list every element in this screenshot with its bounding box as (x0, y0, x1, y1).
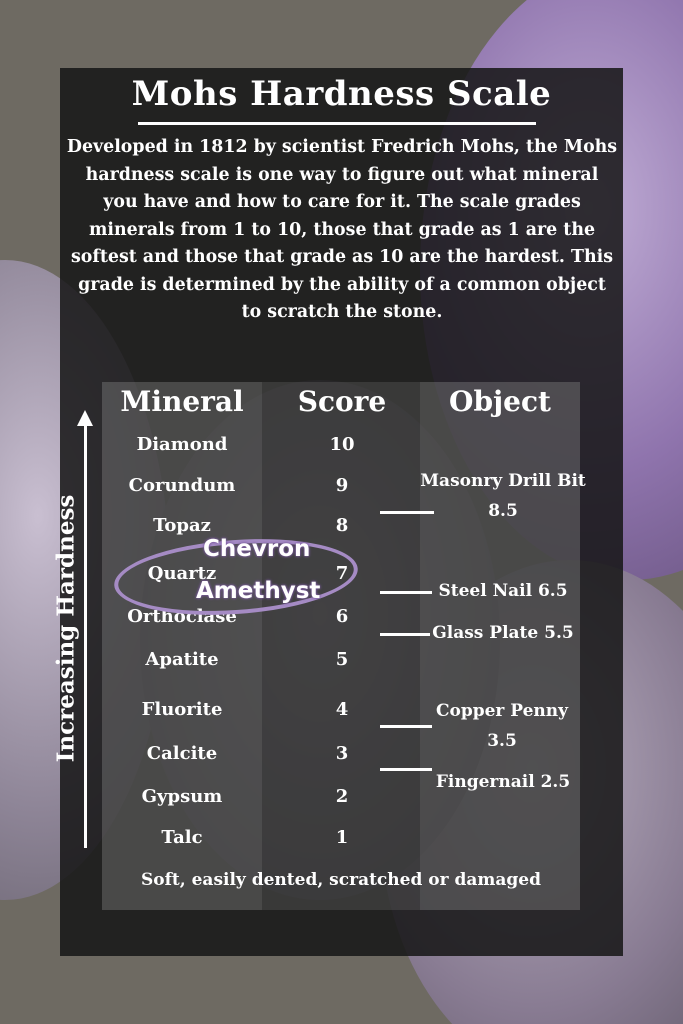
title-underline (138, 122, 536, 125)
mineral-score: 9 (335, 475, 349, 496)
object-label: Glass Plate 5.5 (432, 623, 574, 643)
header-object: Object (449, 385, 551, 418)
tick-mark (380, 511, 434, 514)
mineral-name: Corundum (128, 475, 236, 496)
header-mineral: Mineral (120, 385, 244, 418)
mineral-name: Topaz (153, 515, 211, 536)
mineral-score: 8 (335, 515, 349, 536)
tick-mark (380, 633, 430, 636)
object-label: Masonry Drill Bit 8.5 (420, 471, 586, 521)
mineral-score: 2 (335, 786, 349, 807)
mineral-name: Fluorite (141, 699, 223, 720)
mineral-score: 4 (335, 699, 349, 720)
mineral-name: Quartz (147, 563, 217, 584)
highlight-line-1: Chevron (203, 536, 311, 562)
tick-mark (380, 725, 432, 728)
mineral-score: 1 (335, 827, 349, 848)
page-title: Mohs Hardness Scale (131, 74, 552, 114)
mineral-score: 5 (335, 649, 349, 670)
axis-label: Increasing Hardness (52, 494, 80, 763)
object-label: Copper Penny 3.5 (435, 701, 569, 751)
mineral-name: Calcite (146, 743, 218, 764)
mineral-score: 7 (335, 563, 349, 584)
mineral-score: 10 (329, 434, 355, 455)
intro-paragraph: Developed in 1812 by scientist Fredrich Mohs, the Mohs hardness scale is one way to figure out what mineral you have and how to care for it. The scale grades minerals from 1 to 10, those that grade as 1 are the softest and those that grade as 10 are the hardest. This grade is determined by the ability of a common object to scratch the stone. (66, 137, 618, 322)
mineral-name: Talc (161, 827, 203, 848)
mineral-score: 3 (335, 743, 349, 764)
mineral-name: Apatite (145, 649, 219, 670)
footer-note: Soft, easily dented, scratched or damaged (141, 870, 541, 890)
mineral-name: Diamond (136, 434, 228, 455)
tick-mark (380, 591, 432, 594)
mineral-name: Orthoclase (127, 606, 237, 627)
object-label: Fingernail 2.5 (435, 772, 571, 792)
mineral-score: 6 (335, 606, 349, 627)
object-label: Steel Nail 6.5 (438, 581, 568, 601)
header-score: Score (297, 385, 387, 418)
mineral-name: Gypsum (141, 786, 223, 807)
hardness-axis-line (84, 424, 87, 848)
highlight-line-2: Amethyst (196, 578, 321, 604)
tick-mark (380, 768, 432, 771)
